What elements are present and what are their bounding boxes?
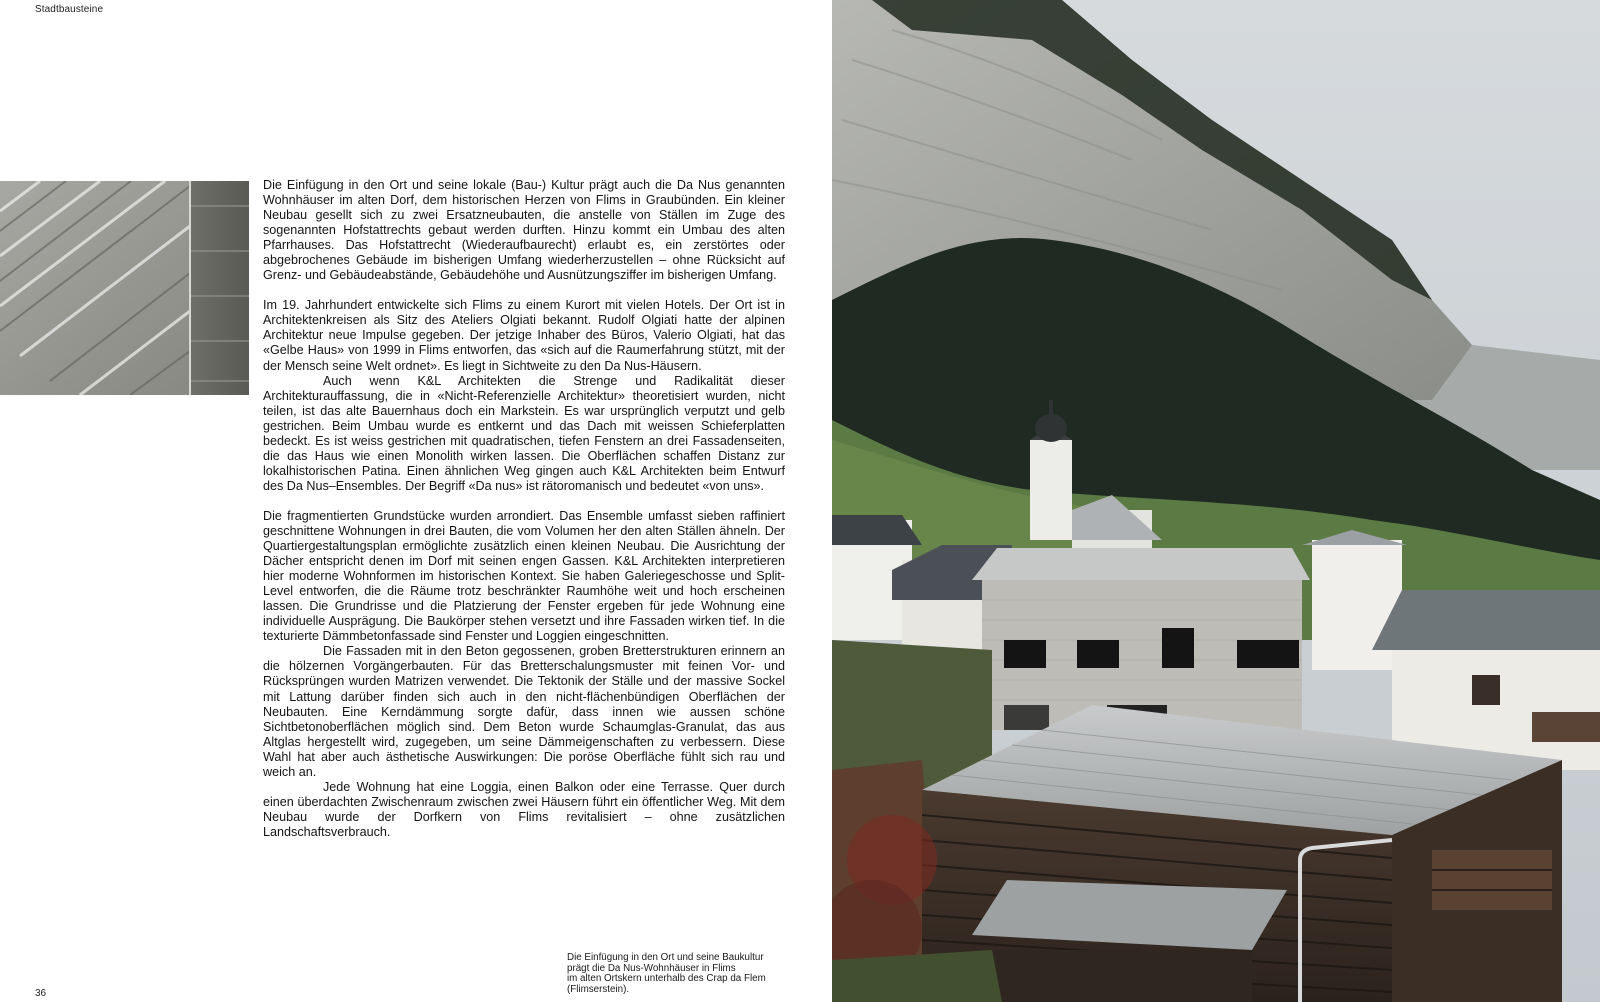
caption-line: im alten Ortskern unterhalb des Crap da Flem bbox=[567, 973, 766, 985]
village-landscape-image bbox=[832, 0, 1600, 1002]
image-caption bbox=[567, 953, 797, 995]
page-number: 36 bbox=[35, 988, 47, 999]
running-head: Stadtbausteine bbox=[35, 4, 104, 15]
paragraph: Die fragmentierten Grundstücke wurden arrondiert. Das Ensemble umfasst sieben raffiniert geschnittene Wohnungen in drei Bauten, die vom Volumen her den alten Ställen ähneln. Der Quartiergestaltungsplan ermöglichte zusätzlich einen kleinen Neubau. Die Ausrichtung der Dächer entspricht denen im Dorf mit seinen engen Gassen. K&L Architekten interpretieren hier moderne Wohnformen im historischen Kontext. Sie haben Galeriegeschosse und Split-Level entworfen, die die Räume trotz beschränkter Raumhöhe weit und hoch erscheinen lassen. Die Grundrisse und die Platzierung der Fenster ergeben für jede Wohnung eine individuelle Ausprägung. Die Baukörper stehen versetzt und ihre Fassaden wirken tief. In die texturierte Dämmbetonfassade sind Fenster und Loggien eingeschnitten. bbox=[263, 508, 785, 644]
concrete-detail-image bbox=[0, 181, 249, 395]
right-page-photo bbox=[832, 0, 1600, 1002]
caption-line: Die Einfügung in den Ort und seine Baukultur bbox=[567, 952, 764, 963]
concrete-detail-photo bbox=[0, 181, 249, 395]
article-body bbox=[263, 178, 785, 840]
paragraph: Jede Wohnung hat eine Loggia, einen Balkon oder eine Terrasse. Quer durch einen überdachten Zwischenraum zwischen zwei Häusern führt ein öffentlicher Weg. Mit dem Neubau wurde der Dorfkern von Flims revitalisiert – ohne zusätzlichen Landschaftsverbrauch. bbox=[263, 779, 785, 839]
paragraph: Im 19. Jahrhundert entwickelte sich Flims zu einem Kurort mit vielen Hotels. Der Ort ist in Architektenkreisen als Sitz des Ateliers Olgiati bekannt. Rudolf Olgiati hatte der alpinen Architektur neue Impulse gegeben. Der jetzige Inhaber des Büros, Valerio Olgiati, hat das «Gelbe Haus» von 1999 in Flims entworfen, das «sich auf die Raumerfahrung stützt, mit der der Mensch seine Welt ordnet». Es liegt in Sichtweite zu den Da Nus-Häusern. bbox=[263, 298, 785, 373]
caption-line: (Flimserstein). bbox=[567, 983, 630, 995]
paragraph: Die Fassaden mit in den Beton gegossenen, groben Bretterstrukturen erinnern an die hölzernen Vorgängerbauten. Für das Bretterschalungsmuster mit feinen Vor- und Rücksprüngen wurden Matrizen verwendet. Die Tektonik der Ställe und der massive Sockel mit Lattung darüber finden sich auch in den nicht-flächenbündigen Oberflächen der Neubauten. Eine Kerndämmung sorgte dafür, dass innen wie aussen schöne Sichtbetonoberflächen möglich sind. Dem Beton wurde Schaumglas-Granulat, das aus Altglas hergestellt wird, zugegeben, um seine Dämmeigenschaften zu verbessern. Diese Wahl hat aber auch ästhetische Auswirkungen: Die poröse Oberfläche fühlt sich rau und weich an. bbox=[263, 644, 785, 779]
paragraph: Die Einfügung in den Ort und seine lokale (Bau-) Kultur prägt auch die Da Nus genannten Wohnhäuser im alten Dorf, dem historischen Herzen von Flims in Graubünden. Ein kleiner Neubau gesellt sich zu zwei Ersatzneubauten, die anstelle von Ställen im Zuge des sogenannten Hofstattrechts gebaut werden durften. Hinzu kommt ein Umbau des alten Pfarrhauses. Das Hofstattrecht (Wiederaufbaurecht) erlaubt es, ein zerstörtes oder abgebrochenes Gebäude im bisherigen Umfang wiederherzustellen – ohne Rücksicht auf Grenz- und Gebäudeabstände, Gebäudehöhe und Ausnützungsziffer im bisherigen Umfang. bbox=[263, 178, 785, 283]
paragraph: Auch wenn K&L Architekten die Strenge und Radikalität dieser Architekturauffassung, die in «Nicht-Referenzielle Architektur» theoretisiert wurden, nicht teilen, ist das alte Bauernhaus doch ein Markstein. Es war ursprünglich verputzt und gelb gestrichen. Beim Umbau wurde es entkernt und das Dach mit weissen Schieferplatten bedeckt. Es ist weiss gestrichen mit quadratischen, tiefen Fenstern an drei Fassadenseiten, die das Haus wie einen Monolith wirken lassen. Die Oberflächen schaffen Distanz zur lokalhistorischen Patina. Einen ähnlichen Weg gingen auch K&L Architekten beim Entwurf des Da Nus–Ensembles. Der Begriff «Da nus» ist rätoromanisch und bedeutet «von uns». bbox=[263, 373, 785, 493]
caption-line: prägt die Da Nus-Wohnhäuser in Flims bbox=[567, 962, 736, 974]
